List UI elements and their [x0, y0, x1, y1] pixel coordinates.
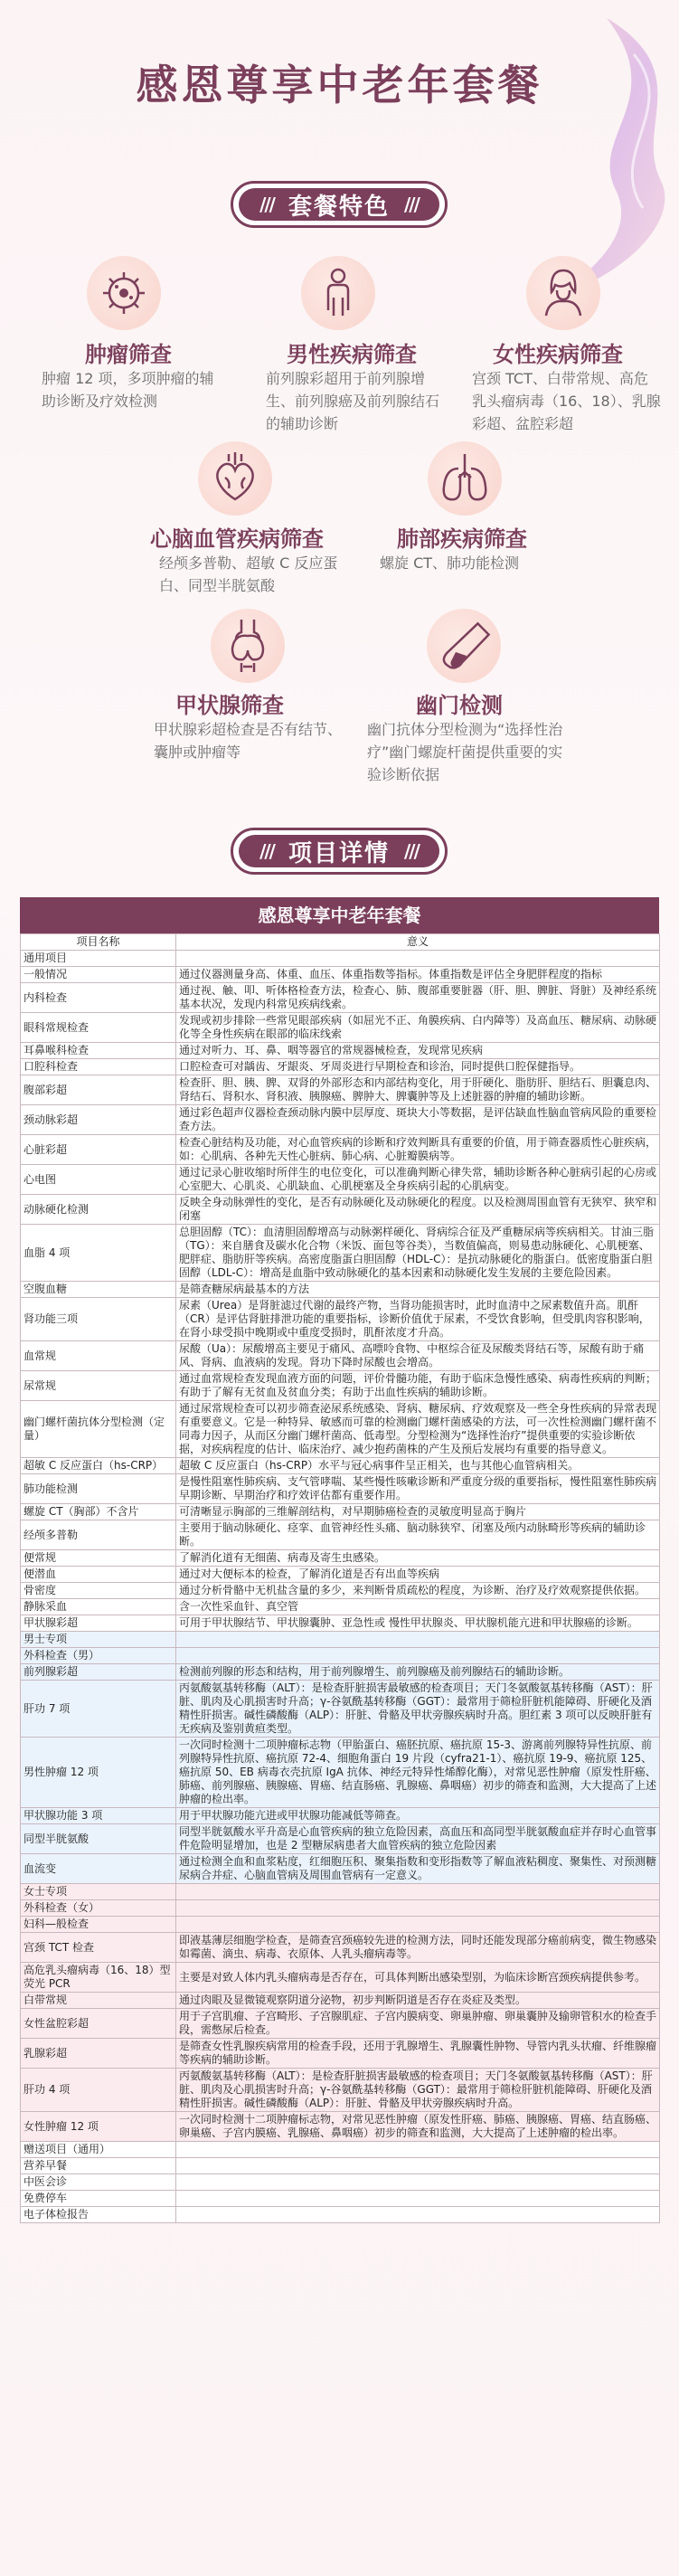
row-item-desc: 总胆固醇（TC）：血清胆固醇增高与动脉粥样硬化、肾病综合征及严重糖尿病等疾病相关。甘油三脂（TG）：来自膳食及碳水化合物（米饭、面包等谷类），当数值偏高，则易患动脉硬化、心肌梗塞、肥胖症、脂肪肝等疾病。高密度脂蛋白胆固醇（HDL-C）：是抗动脉硬化的脂蛋白。低密度脂蛋白胆固醇（LDL-C）：增高是血脂中致动脉硬化的基本因素和动脉硬化发生发展的主要危险因素。: [176, 1225, 660, 1282]
row-item-desc: 主要用于脑动脉硬化、痉挛、血管神经性头痛、脑动脉狭窄、闭塞及颅内动脉畸形等疾病的辅助诊断。: [176, 1520, 660, 1550]
table-row: [21, 1371, 660, 1401]
row-item-desc: [176, 1917, 660, 1933]
row-item-desc: 尿素（Urea）是肾脏滤过代谢的最终产物，当肾功能损害时，此时血清中之尿素数值升高。肌酐（CR）是评估肾脏排泄功能的重要指标，诊断价值优于尿素，不受饮食影响，但受肌肉容积影响，在肾小球受损中晚期或中重度受损时，肌酐浓度才升高。: [176, 1298, 660, 1341]
row-item-name: 电子体检报告: [21, 2207, 176, 2223]
row-item-desc: 超敏 C 反应蛋白（hs-CRP）水平与冠心病事件呈正相关，也与其他心血管病相关。: [176, 1458, 660, 1474]
table-title: 感恩尊享中老年套餐: [20, 897, 659, 933]
feature-name: 幽门检测: [416, 693, 503, 718]
row-item-desc: 检查肝、胆、胰、脾、双肾的外部形态和内部结构变化，用于肝硬化、脂肪肝、胆结石、胆囊息肉、肾结石、肾积水、肾积液、胰腺癌、脾肿大、脾囊肿等及上述脏器的肿瘤的辅助诊断。: [176, 1075, 660, 1105]
row-item-name: 女性盆腔彩超: [21, 2009, 176, 2039]
row-item-desc: 了解消化道有无细菌、病毒及寄生虫感染。: [176, 1550, 660, 1567]
table-row: [21, 1195, 660, 1225]
details-header-text: 项目详情: [288, 839, 390, 867]
table-row: [21, 1282, 660, 1298]
table-row: [21, 1993, 660, 2009]
row-item-name: 肺功能检测: [21, 1474, 176, 1504]
row-item-desc: 通过记录心脏收缩时所伴生的电位变化，可以准确判断心律失常，辅助诊断各种心脏病引起的心房或心室肥大、心肌炎、心肌缺血、心肌梗塞及全身疾病引起的心肌病变。: [176, 1165, 660, 1195]
row-item-desc: [176, 1900, 660, 1917]
row-item-desc: 可用于甲状腺结节、甲状腺囊肿、亚急性或 慢性甲状腺炎、甲状腺机能亢进和甲状腺癌的诊断。: [176, 1615, 660, 1632]
table-row: [21, 1681, 660, 1738]
row-item-desc: 通过对听力、耳、鼻、咽等器官的常规器械检查，发现常见疾病: [176, 1043, 660, 1059]
row-item-name: 肝功 4 项: [21, 2069, 176, 2112]
table-row: [21, 2174, 660, 2191]
row-item-name: 腹部彩超: [21, 1075, 176, 1105]
row-item-name: 男士专项: [21, 1632, 176, 1648]
table-section-row: [21, 2142, 660, 2158]
table-row: [21, 1963, 660, 1993]
row-item-desc: 尿酸（Ua）：尿酸增高主要见于痛风、高嘌呤食物、中枢综合征及尿酸类肾结石等，尿酸有助于痛风、肾病、血液病的发现。肾功下降时尿酸也会增高。: [176, 1341, 660, 1371]
table-row: [21, 1738, 660, 1808]
features-header-text: 套餐特色: [288, 193, 390, 221]
table-row: [21, 1504, 660, 1520]
row-item-desc: 含一次性采血针、真空管: [176, 1599, 660, 1615]
table-row: [21, 1458, 660, 1474]
row-item-desc: 检查心脏结构及功能，对心血管疾病的诊断和疗效判断具有重要的价值，用于筛查器质性心脏疾病，如：心肌病、各种先天性心脏病、肺心病、心脏瓣膜病等。: [176, 1135, 660, 1165]
row-item-name: 白带常规: [21, 1993, 176, 2009]
row-item-name: 口腔科检查: [21, 1059, 176, 1075]
row-item-name: 内科检查: [21, 983, 176, 1013]
table-body: [21, 951, 660, 2223]
row-item-name: 妇科—般检查: [21, 1917, 176, 1933]
row-item-desc: 主要是对致人体内乳头瘤病毒是否存在，可具体判断出感染型别，为临床诊断宫颈疾病提供参考。: [176, 1963, 660, 1993]
row-item-desc: 一次同时检测十二项肿瘤标志物，对常见恶性肿瘤（原发性肝癌、肺癌、胰腺癌、胃癌、结直肠癌、卵巢癌、子宫内膜癌、乳腺癌、鼻咽癌）初步的筛查和监测，大大提高了上述肿瘤的检出率。: [176, 2112, 660, 2142]
row-item-name: 通用项目: [21, 951, 176, 967]
row-item-desc: 同型半胱氨酸水平升高是心血管疾病的独立危险因素，高血压和高同型半胱氨酸血症并存时心血管事件危险明显增加，也是 2 型糖尿病患者大血管疾病的独立危险因素: [176, 1824, 660, 1854]
row-item-name: 高危乳头瘤病毒（16、18）型荧光 PCR: [21, 1963, 176, 1993]
details-section-header: [0, 824, 679, 878]
row-item-desc: [176, 1648, 660, 1664]
row-item-desc: [176, 1884, 660, 1900]
row-item-name: 甲状腺彩超: [21, 1615, 176, 1632]
row-item-desc: 发现或初步排除一些常见眼部疾病（如屈光不正、角膜疾病、白内障等）及高血压、糖尿病、动脉硬化等全身性疾病在眼部的临床线索: [176, 1013, 660, 1043]
table-row: [21, 1550, 660, 1567]
row-item-desc: 通过视、触、叩、听体格检查方法，检查心、肺、腹部重要脏器（肝、胆、脾脏、肾脏）及神经系统基本状况，发现内科常见疾病线索。: [176, 983, 660, 1013]
row-item-name: 宫颈 TCT 检查: [21, 1933, 176, 1963]
row-item-name: 一般情况: [21, 967, 176, 983]
row-item-name: 中医会诊: [21, 2174, 176, 2191]
table-row: [21, 2207, 660, 2223]
row-item-name: 颈动脉彩超: [21, 1105, 176, 1135]
feature-name: 肺部疾病筛查: [397, 526, 527, 552]
table-row: [21, 1105, 660, 1135]
table-row: [21, 1225, 660, 1282]
row-item-name: 空腹血糖: [21, 1282, 176, 1298]
table-section-row: [21, 1632, 660, 1648]
feature-desc: 幽门抗体分型检测为“选择性治疗”幽门螺旋杆菌提供重要的实验诊断依据: [367, 721, 563, 783]
row-item-name: 营养早餐: [21, 2158, 176, 2174]
row-item-name: 血常规: [21, 1341, 176, 1371]
row-item-name: 男性肿瘤 12 项: [21, 1738, 176, 1808]
table-row: [21, 983, 660, 1013]
row-item-name: 女士专项: [21, 1884, 176, 1900]
cell-icon: [87, 256, 161, 330]
col-header-desc: 意义: [176, 934, 660, 951]
table-row: [21, 1824, 660, 1854]
row-item-desc: 反映全身动脉弹性的变化，是否有动脉硬化及动脉硬化的程度。以及检测周围血管有无狭窄、狭窄和闭塞: [176, 1195, 660, 1225]
feature-name: 肿瘤筛查: [85, 342, 172, 367]
feature-name: 心脑血管疾病筛查: [150, 526, 324, 552]
row-item-name: 肝功 7 项: [21, 1681, 176, 1738]
row-item-name: 外科检查（男）: [21, 1648, 176, 1664]
table-row: [21, 1401, 660, 1458]
table-row: [21, 2009, 660, 2039]
row-item-desc: 用于子宫肌瘤、子宫畸形、子宫腺肌症、子宫内膜病变、卵巢肿瘤、卵巢囊肿及输卵管积水的检查手段，需憋尿后检查。: [176, 2009, 660, 2039]
table-row: [21, 1298, 660, 1341]
feature-name: 女性疾病筛查: [493, 342, 623, 367]
row-item-desc: [176, 2191, 660, 2207]
features-section-header: [0, 177, 679, 232]
table-row: [21, 1567, 660, 1583]
table-row: [21, 1341, 660, 1371]
col-header-name: 项目名称: [21, 934, 176, 951]
row-item-name: 免费停车: [21, 2191, 176, 2207]
table-row: [21, 1808, 660, 1824]
row-item-desc: 丙氨酸氨基转移酶（ALT）：是检查肝脏损害最敏感的检查项目；天门冬氨酸氨基转移酶（AST）：肝脏、肌肉及心肌损害时升高；γ-谷氨酰基转移酶（GGT）：最常用于筛检肝脏机能障碍、肝硬化及酒精性肝损害。碱性磷酸酶（ALP）：肝脏、骨骼及甲状旁腺疾病时升高。胆红素 3 项可以反映肝脏有无疾病及鉴别黄疸类型。: [176, 1681, 660, 1738]
table-row: [21, 1615, 660, 1632]
feature-desc: 经颅多普勒、超敏 C 反应蛋白、同型半胱氨酸: [159, 554, 338, 594]
thyroid-icon: [211, 609, 285, 683]
table-row: [21, 2039, 660, 2069]
row-item-name: 血脂 4 项: [21, 1225, 176, 1282]
table-row: [21, 1664, 660, 1681]
table-row: [21, 1599, 660, 1615]
female-icon: [526, 256, 600, 330]
table-row: [21, 1520, 660, 1550]
slashes-left-icon: ///: [259, 194, 274, 215]
row-item-desc: [176, 2174, 660, 2191]
row-item-desc: 可清晰显示胸部的三维解剖结构，对早期肺癌检查的灵敏度明显高于胸片: [176, 1504, 660, 1520]
row-item-desc: 通过肉眼及显微镜观察阴道分泌物，初步判断阴道是否存在炎症及类型。: [176, 1993, 660, 2009]
row-item-name: 超敏 C 反应蛋白（hs-CRP）: [21, 1458, 176, 1474]
row-item-name: 动脉硬化检测: [21, 1195, 176, 1225]
row-item-desc: 一次同时检测十二项肿瘤标志物（甲胎蛋白、癌胚抗原、癌抗原 15-3、游离前列腺特异性抗原、前列腺特异性抗原、癌抗原 72-4、细胞角蛋白 19 片段（cyfra21-1）、癌抗原 19-9、癌抗原 125、癌抗原 50、EB 病毒衣壳抗原 IgA 抗体、神经元特异性烯醇化酶），对常见恶性肿瘤（原发性肝癌、肺癌、前列腺癌、胰腺癌、胃癌、结直肠癌、乳腺癌、鼻咽癌）初步的筛查和监测，大大提高了上述肿瘤的检出率。: [176, 1738, 660, 1808]
row-item-name: 骨密度: [21, 1583, 176, 1599]
feature-desc: 肿瘤 12 项，多项肿瘤的辅助诊断及疗效检测: [42, 370, 214, 410]
row-item-name: 同型半胱氨酸: [21, 1824, 176, 1854]
test-tube-icon: [427, 609, 501, 683]
table-row: [21, 2112, 660, 2142]
row-item-name: 甲状腺功能 3 项: [21, 1808, 176, 1824]
table-row: [21, 1474, 660, 1504]
table-row: [21, 1059, 660, 1075]
row-item-name: 耳鼻喉科检查: [21, 1043, 176, 1059]
table-row: [21, 1900, 660, 1917]
slashes-right-icon: ///: [404, 194, 419, 215]
row-item-desc: 通过彩色超声仪器检查颈动脉内膜中层厚度、斑块大小等数据，是评估缺血性脑血管病风险的重要检查方法。: [176, 1105, 660, 1135]
row-item-name: 赠送项目（通用）: [21, 2142, 176, 2158]
row-item-desc: [176, 2207, 660, 2223]
table-row: [21, 1165, 660, 1195]
row-item-desc: 是筛查女性乳腺疾病常用的检查手段，还用于乳腺增生、乳腺囊性肿物、导管内乳头状瘤、纤维腺瘤等疾病的辅助诊断。: [176, 2039, 660, 2069]
table-section-row: [21, 951, 660, 967]
row-item-name: 前列腺彩超: [21, 1664, 176, 1681]
table-row: [21, 2069, 660, 2112]
row-item-desc: [176, 2142, 660, 2158]
row-item-name: 幽门螺杆菌抗体分型检测（定量）: [21, 1401, 176, 1458]
table-row: [21, 2191, 660, 2207]
slashes-left-icon: ///: [259, 840, 274, 862]
table-row: [21, 1854, 660, 1884]
details-table: [20, 897, 659, 2223]
row-item-name: 便常规: [21, 1550, 176, 1567]
row-item-desc: 是慢性阻塞性肺疾病、支气管哮喘、某些慢性咳嗽诊断和严重度分级的重要指标，慢性阻塞性肺疾病早期诊断、早期治疗和疗效评估都有重要作用。: [176, 1474, 660, 1504]
row-item-name: 肾功能三项: [21, 1298, 176, 1341]
table-row: [21, 1013, 660, 1043]
row-item-desc: 通过尿常规检查可以初步筛查泌尿系统感染、肾病、糖尿病、疗效观察及一些全身性疾病的异常表现有重要意义。它是一种特异、敏感而可靠的检测幽门螺杆菌感染的方法，可一次性检测幽门螺杆菌不同毒力因子，从而区分幽门螺杆菌高、低毒型。分型检测为“选择性治疗”提供重要的实验诊断依据，对疾病程度的估计、临床治疗、减少抱药菌株的产生及预后发展均有重要的指导意义。: [176, 1401, 660, 1458]
row-item-desc: 用于甲状腺功能亢进或甲状腺功能减低等筛查。: [176, 1808, 660, 1824]
row-item-desc: 通过分析骨骼中无机盐含量的多少，来判断骨质疏松的程度，为诊断、治疗及疗效观察提供依据。: [176, 1583, 660, 1599]
row-item-desc: 即液基薄层细胞学检查，是筛查宫颈癌较先进的检测方法，同时还能发现部分癌前病变，微生物感染如霉菌、滴虫、病毒、衣原体、人乳头瘤病毒等。: [176, 1933, 660, 1963]
table-row: [21, 2158, 660, 2174]
slashes-right-icon: ///: [404, 840, 419, 862]
table-row: [21, 1043, 660, 1059]
row-item-name: 尿常规: [21, 1371, 176, 1401]
items-table: [20, 933, 660, 2223]
table-row: [21, 967, 660, 983]
table-section-row: [21, 1884, 660, 1900]
lungs-icon: [428, 441, 502, 516]
row-item-desc: 是筛查糖尿病最基本的方法: [176, 1282, 660, 1298]
row-item-desc: 通过仪器测量身高、体重、血压、体重指数等指标。体重指数是评估全身肥胖程度的指标: [176, 967, 660, 983]
heart-icon: [198, 441, 272, 516]
table-header-row: [21, 934, 660, 951]
feature-name: 甲状腺筛查: [175, 693, 284, 718]
row-item-name: 乳腺彩超: [21, 2039, 176, 2069]
table-row: [21, 1933, 660, 1963]
table-row: [21, 1075, 660, 1105]
row-item-name: 螺旋 CT（胸部）不含片: [21, 1504, 176, 1520]
row-item-name: 外科检查（女）: [21, 1900, 176, 1917]
page-title: 感恩尊享中老年套餐: [136, 61, 543, 109]
row-item-desc: [176, 951, 660, 967]
male-icon: [301, 256, 375, 330]
row-item-name: 女性肿瘤 12 项: [21, 2112, 176, 2142]
row-item-name: 经颅多普勒: [21, 1520, 176, 1550]
row-item-desc: 通过血常规检查发现血液方面的问题，评价骨髓功能，有助于临床急慢性感染、病毒性疾病的判断；有助于了解有无贫血及贫血分类；有助于出血性疾病的辅助诊断。: [176, 1371, 660, 1401]
feature-desc: 宫颈 TCT、白带常规、高危乳头瘤病毒（16、18）、乳腺彩超、盆腔彩超: [472, 370, 661, 432]
table-row: [21, 1648, 660, 1664]
row-item-name: 眼科常规检查: [21, 1013, 176, 1043]
row-item-name: 心电图: [21, 1165, 176, 1195]
row-item-desc: 通过对大便标本的检查，了解消化道是否有出血等疾病: [176, 1567, 660, 1583]
table-row: [21, 1917, 660, 1933]
row-item-desc: [176, 2158, 660, 2174]
feature-desc: 甲状腺彩超检查是否有结节、囊肿或肿瘤等: [154, 721, 343, 761]
feature-desc: 前列腺彩超用于前列腺增生、前列腺癌及前列腺结石的辅助诊断: [266, 370, 440, 432]
row-item-desc: 检测前列腺的形态和结构，用于前列腺增生、前列腺癌及前列腺结石的辅助诊断。: [176, 1664, 660, 1681]
row-item-desc: 口腔检查可对龋齿、牙龈炎、牙周炎进行早期检查和诊治，同时提供口腔保健指导。: [176, 1059, 660, 1075]
feature-desc: 螺旋 CT、肺功能检测: [380, 554, 520, 572]
table-row: [21, 1583, 660, 1599]
table-row: [21, 1135, 660, 1165]
row-item-name: 血流变: [21, 1854, 176, 1884]
row-item-desc: 通过检测全血和血浆粘度，红细胞压积、聚集指数和变形指数等了解血液粘稠度、聚集性、对预测糖尿病合并症、心脑血管病及周围血管病有一定意义。: [176, 1854, 660, 1884]
row-item-desc: 丙氨酸氨基转移酶（ALT）：是检查肝脏损害最敏感的检查项目；天门冬氨酸氨基转移酶（AST）：肝脏、肌肉及心肌损害时升高；γ-谷氨酰基转移酶（GGT）：最常用于筛检肝脏机能障碍、肝硬化及酒精性肝损害。碱性磷酸酶（ALP）：肝脏、骨骼及甲状旁腺疾病时升高。: [176, 2069, 660, 2112]
row-item-name: 静脉采血: [21, 1599, 176, 1615]
feature-name: 男性疾病筛查: [287, 342, 417, 367]
row-item-desc: [176, 1632, 660, 1648]
row-item-name: 便潜血: [21, 1567, 176, 1583]
row-item-name: 心脏彩超: [21, 1135, 176, 1165]
